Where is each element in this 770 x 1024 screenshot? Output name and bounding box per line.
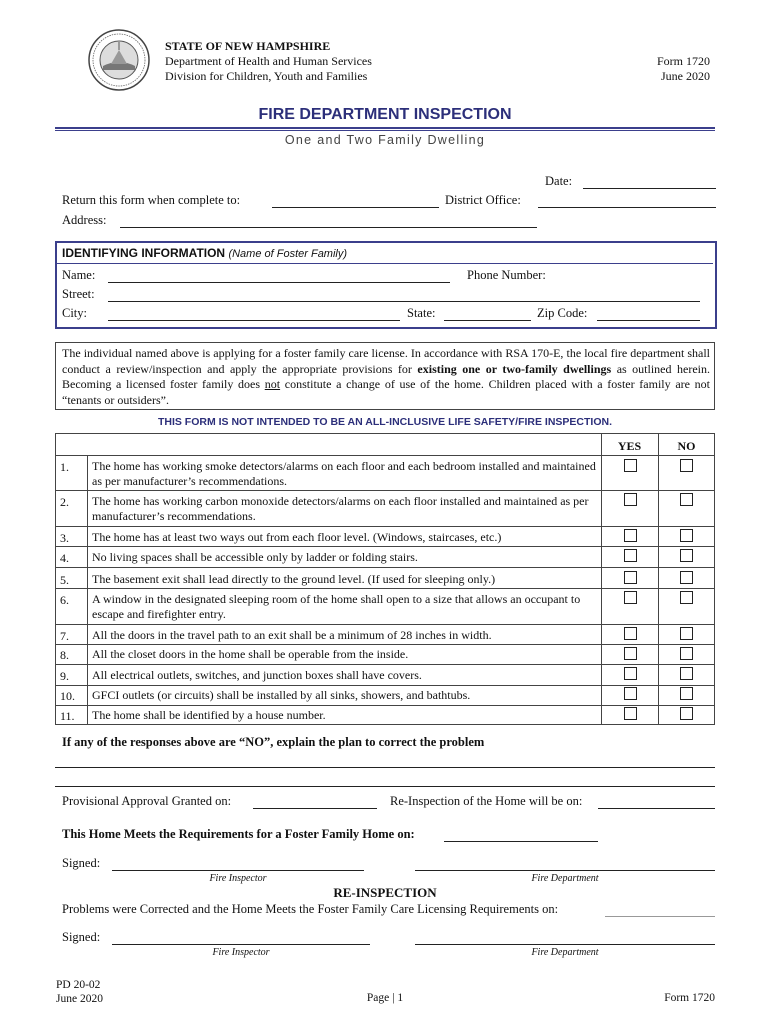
item-text: All electrical outlets, switches, and junction boxes shall have covers. [92,668,422,682]
item-1-no-checkbox[interactable] [680,459,693,472]
item-8-no-checkbox[interactable] [680,647,693,660]
footer-page: Page | 1 [366,992,404,1004]
item-text: The home has working smoke detectors/alarms on each floor and each bedroom installed and maintained as per manufacturer’s recommendations. [92,459,596,488]
street-label: Street: [62,287,95,301]
state-field[interactable] [444,320,531,321]
item-number: 3. [60,531,69,545]
department-name: Department of Health and Human Services [165,54,372,68]
district-label: District Office: [445,193,521,207]
footer-code: PD 20-02 [56,979,101,991]
row-divider [55,490,715,491]
page-subtitle: One and Two Family Dwelling [284,133,486,147]
city-field[interactable] [108,320,400,321]
district-field[interactable] [538,207,716,208]
reinspection-signed-label: Signed: [62,930,101,944]
provisional-field[interactable] [253,808,377,809]
row-divider [55,624,715,625]
item-7-yes-checkbox[interactable] [624,627,637,640]
row-divider [55,685,715,686]
disclaimer: THIS FORM IS NOT INTENDED TO BE AN ALL-INCLUSIVE LIFE SAFETY/FIRE INSPECTION. [157,416,613,428]
item-number: 4. [60,551,69,565]
row-divider [55,705,715,706]
state-label: State: [407,306,436,320]
meets-label: This Home Meets the Requirements for a Foster Family Home on: [62,827,415,841]
item-text: All the closet doors in the home shall be operable from the inside. [92,647,409,661]
item-text: The home has working carbon monoxide detectors/alarms on each floor installed and maintained as per manufacturer’s recommendations. [92,494,589,523]
item-number: 2. [60,495,69,509]
identifying-divider [57,263,713,264]
item-10-no-checkbox[interactable] [680,687,693,700]
item-number: 9. [60,669,69,683]
signed-label: Signed: [62,856,101,870]
item-7-no-checkbox[interactable] [680,627,693,640]
item-text: No living spaces shall be accessible only by ladder or folding stairs. [92,550,418,564]
row-divider [55,644,715,645]
explain-field-2[interactable] [55,786,715,787]
item-text: GFCI outlets (or circuits) shall be installed by all sinks, showers, and bathtubs. [92,688,471,702]
address-label: Address: [62,213,107,227]
zip-label: Zip Code: [537,306,588,320]
zip-field[interactable] [597,320,700,321]
item-text: The home has at least two ways out from each floor level. (Windows, staircases, etc.) [92,530,502,544]
item-4-yes-checkbox[interactable] [624,549,637,562]
item-text: A window in the designated sleeping room of the home shall open to a size that allows an occupant to escape and firefighter entry. [92,592,581,621]
statement-underline: not [264,377,281,391]
row-divider [55,526,715,527]
item-5-no-checkbox[interactable] [680,571,693,584]
item-number: 11. [60,709,75,723]
footer-form: Form 1720 [664,992,715,1004]
page-title: FIRE DEPARTMENT INSPECTION [258,106,512,123]
reinspection-statement: Problems were Corrected and the Home Meets the Foster Family Care Licensing Requirements on: [62,902,559,916]
footer-date: June 2020 [56,993,103,1005]
item-number: 6. [60,593,69,607]
item-number: 7. [60,629,69,643]
item-number: 5. [60,573,69,587]
item-2-yes-checkbox[interactable] [624,493,637,506]
col-divider-yes [601,433,602,725]
form-date: June 2020 [661,69,710,83]
item-number: 8. [60,648,69,662]
statement-part2: as outlined herein. Becoming a licensed foster family does [62,361,710,391]
item-1-yes-checkbox[interactable] [624,459,637,472]
return-field[interactable] [272,207,439,208]
item-number: 1. [60,460,69,474]
date-label: Date: [545,174,573,188]
reinspection-inspector-caption: Fire Inspector [212,947,270,958]
statement-part1: The individual named above is applying for a foster family care license. In accordance with RSA 170-E, the local fire department shall conduct a review/inspection and apply the appropriate provisions for [62,346,710,376]
reinspection-date-label: Re-Inspection of the Home will be on: [390,794,583,808]
reinspection-complete-field[interactable] [605,916,715,917]
name-field[interactable] [108,282,450,283]
row-divider [55,664,715,665]
row-divider [55,567,715,568]
explain-label: If any of the responses above are “NO”, explain the plan to correct the problem [62,735,485,749]
return-label: Return this form when complete to: [62,193,241,207]
item-9-no-checkbox[interactable] [680,667,693,680]
no-header: NO [677,439,696,453]
department-caption: Fire Department [531,873,599,884]
city-label: City: [62,306,88,320]
address-field[interactable] [120,227,537,228]
identifying-heading [62,246,347,260]
identifying-heading-text: IDENTIFYING INFORMATION [62,246,226,260]
inspector-signature-field[interactable] [112,870,364,871]
explain-field[interactable] [55,767,715,768]
header-row-divider [55,455,715,456]
item-text: All the doors in the travel path to an exit shall be a minimum of 28 inches in width. [92,628,492,642]
statement-text [62,346,710,408]
row-divider [55,546,715,547]
provisional-label: Provisional Approval Granted on: [62,794,232,808]
item-text: The basement exit shall lead directly to the ground level. (If used for sleeping only.) [92,572,496,586]
item-3-no-checkbox[interactable] [680,529,693,542]
inspector-caption: Fire Inspector [209,873,267,884]
division-name: Division for Children, Youth and Families [165,69,368,83]
statement-bold: existing one or two-family dwellings [417,361,612,376]
reinspection-department-caption: Fire Department [531,947,599,958]
item-6-no-checkbox[interactable] [680,591,693,604]
item-6-yes-checkbox[interactable] [624,591,637,604]
item-text: The home shall be identified by a house number. [92,708,326,722]
title-rule [55,127,715,131]
state-name: STATE OF NEW HAMPSHIRE [165,39,331,53]
form-number: Form 1720 [656,54,710,68]
phone-label: Phone Number: [467,268,546,282]
item-10-yes-checkbox[interactable] [624,687,637,700]
reinspection-date-field[interactable] [598,808,715,809]
state-seal [87,28,151,92]
col-divider-no [658,433,659,725]
item-8-yes-checkbox[interactable] [624,647,637,660]
item-3-yes-checkbox[interactable] [624,529,637,542]
street-field[interactable] [108,301,700,302]
date-field[interactable] [583,188,716,189]
item-11-yes-checkbox[interactable] [624,707,637,720]
item-4-no-checkbox[interactable] [680,549,693,562]
name-label: Name: [62,268,96,282]
meets-field[interactable] [444,841,598,842]
yes-header: YES [617,439,642,453]
item-number: 10. [60,689,75,703]
identifying-heading-note: (Name of Foster Family) [228,248,348,260]
item-5-yes-checkbox[interactable] [624,571,637,584]
department-signature-field[interactable] [415,870,715,871]
reinspection-inspector-field[interactable] [112,944,370,945]
row-divider [55,588,715,589]
reinspection-department-field[interactable] [415,944,715,945]
item-11-no-checkbox[interactable] [680,707,693,720]
reinspection-heading: RE-INSPECTION [333,885,437,900]
item-2-no-checkbox[interactable] [680,493,693,506]
statement-part3: constitute a change of use of the home. Children placed with a foster family are not “tenants or outsiders”. [62,377,710,407]
item-9-yes-checkbox[interactable] [624,667,637,680]
